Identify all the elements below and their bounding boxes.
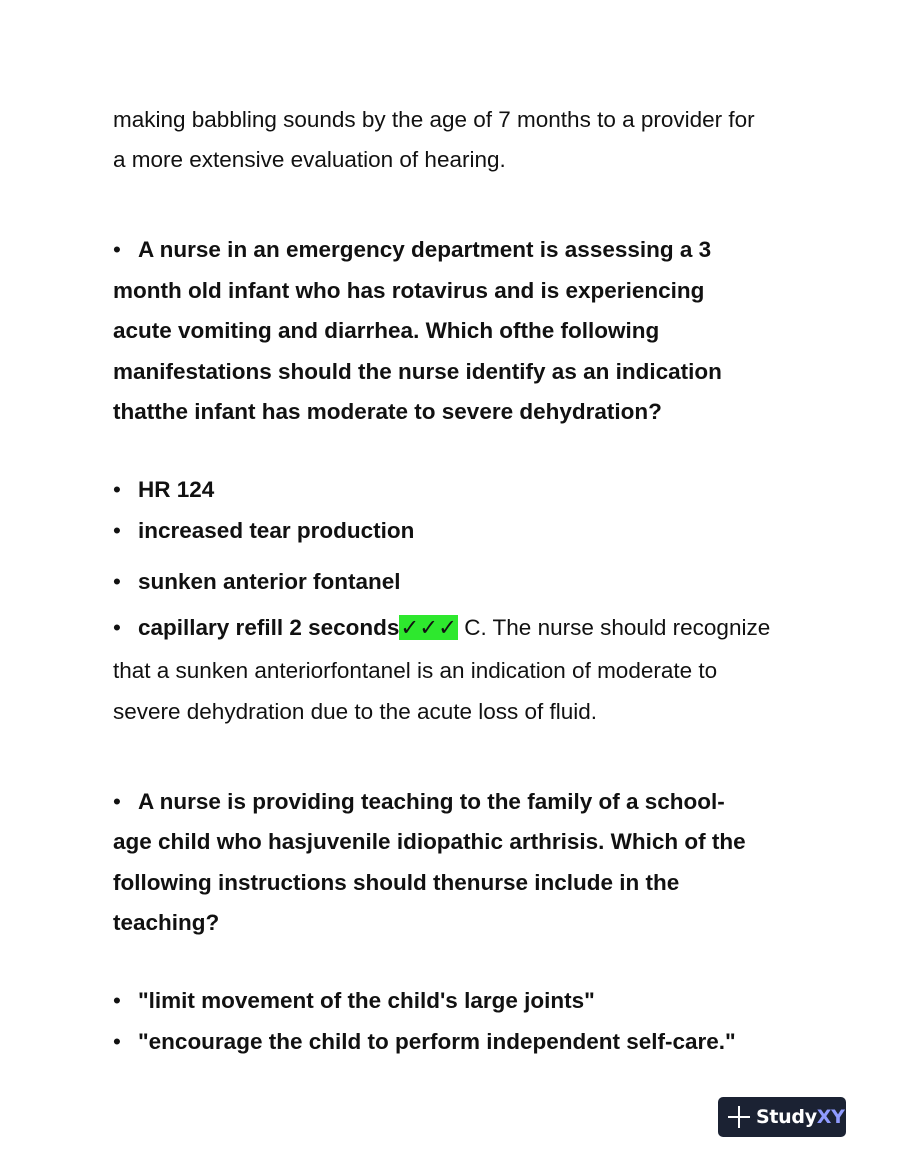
checkmark-icon: ✓✓✓ [400,615,457,640]
answer-line-3: severe dehydration due to the acute loss of fluid. [113,699,598,724]
answer-line-2: that a sunken anteriorfontanel is an indication of moderate to [113,658,718,683]
intro-line-1: making babbling sounds by the age of 7 months to a provider for [113,107,755,132]
question-2-line-1 [113,788,725,816]
q2-option-b [113,1028,736,1056]
bullet-icon: • [113,615,121,640]
intro-line-2: a more extensive evaluation of hearing. [113,147,506,172]
brand-name [756,1106,845,1128]
option-text: HR 124 [138,477,215,502]
bullet-icon: • [113,569,121,594]
question-1-line-5: thatthe infant has moderate to severe dehydration? [113,399,662,424]
question-1-line-3: acute vomiting and diarrhea. Which ofthe following [113,318,660,343]
answer-text: C. The nurse should recognize [457,615,771,640]
question-2-line-2: age child who hasjuvenile idiopathic arthrisis. Which of the [113,829,746,854]
option-text: sunken anterior fontanel [138,569,401,594]
brand-name-xy: XY [816,1106,845,1128]
studyxy-logo[interactable] [718,1097,846,1137]
option-text: increased tear production [138,518,415,543]
question-1-line-4: manifestations should the nurse identify as an indication [113,359,722,384]
bullet-icon: • [113,237,121,262]
bullet-icon: • [113,1029,121,1054]
question-2-line-3: following instructions should thenurse include in the [113,870,680,895]
q1-option-d [113,614,770,642]
question-2-text: A nurse is providing teaching to the family of a school- [138,789,725,814]
bullet-icon: • [113,988,121,1013]
question-1-text: A nurse in an emergency department is assessing a 3 [138,237,712,262]
question-1-line-1 [113,236,711,264]
q1-option-c [113,568,401,596]
option-text: capillary refill 2 seconds [138,615,400,640]
q1-option-b [113,517,414,545]
bullet-icon: • [113,789,121,814]
bullet-icon: • [113,518,121,543]
q1-option-a [113,476,214,504]
question-1-line-2: month old infant who has rotavirus and is experiencing [113,278,705,303]
question-2-line-4: teaching? [113,910,220,935]
brand-name-study: Study [756,1106,817,1128]
option-text: "encourage the child to perform independent self-care." [138,1029,736,1054]
option-text: "limit movement of the child's large joints" [138,988,595,1013]
bullet-icon: • [113,477,121,502]
plus-icon [728,1106,750,1128]
q2-option-a [113,987,595,1015]
